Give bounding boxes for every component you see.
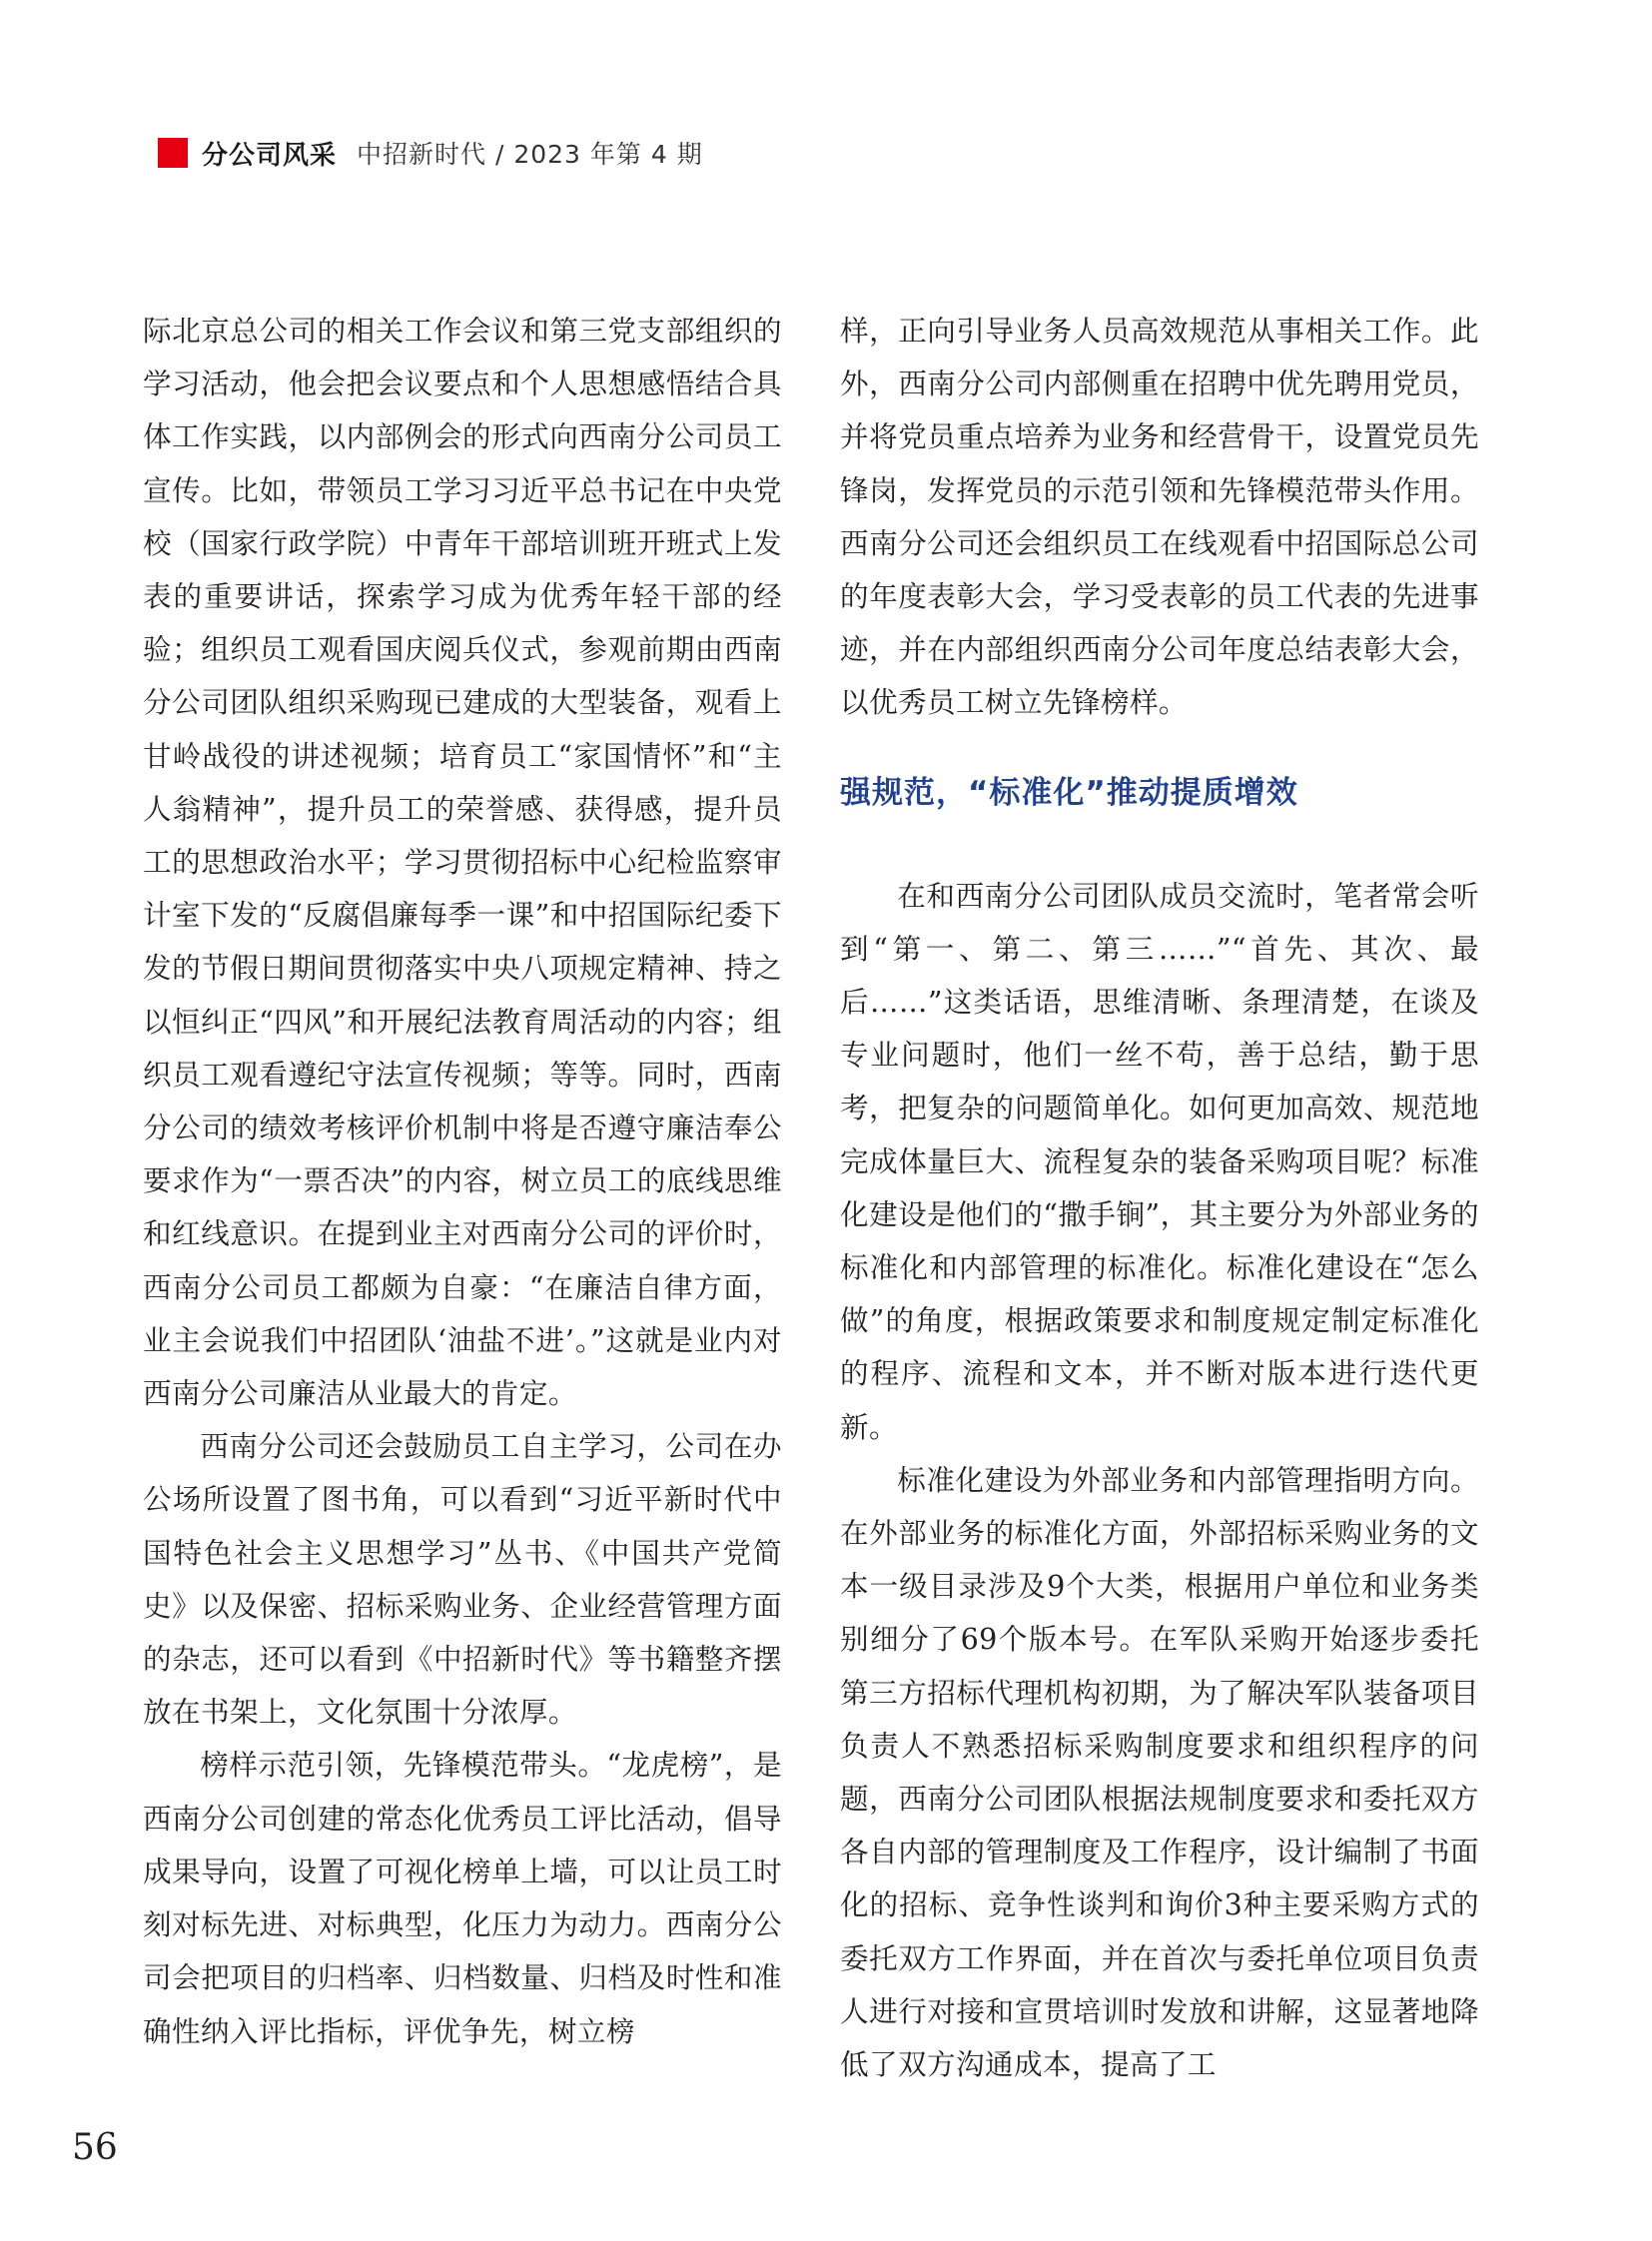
- paragraph: 在和西南分公司团队成员交流时，笔者常会听到“第一、第二、第三……”“首先、其次、最后……”这类话语，思维清晰、条理清楚，在谈及专业问题时，他们一丝不苟，善于总结，勤于思考，把复杂的问题简单化。如何更加高效、规范地完成体量巨大、流程复杂的装备采购项目呢？标准化建设是他们的“撒手锏”，其主要分为外部业务的标准化和内部管理的标准化。标准化建设在“怎么做”的角度，根据政策要求和制度规定制定标准化的程序、流程和文本，并不断对版本进行迭代更新。: [840, 878, 1479, 1444]
- paragraph: 西南分公司还会鼓励员工自主学习，公司在办公场所设置了图书角，可以看到“习近平新时代中国特色社会主义思想学习”丛书、《中国共产党简史》以及保密、招标采购业务、企业经营管理方面的杂志，还可以看到《中招新时代》等书籍整齐摆放在书架上，文化氛围十分浓厚。: [143, 1429, 782, 1730]
- paragraph: 榜样示范引领，先锋模范带头。“龙虎榜”，是西南分公司创建的常态化优秀员工评比活动，倡导成果导向，设置了可视化榜单上墙，可以让员工时刻对标先进、对标典型，化压力为动力。西南分公司会把项目的归档率、归档数量、归档及时性和准确性纳入评比指标，评优争先，树立榜: [143, 1748, 782, 2048]
- right-column: [840, 305, 1479, 2091]
- section-marker-square: [158, 138, 188, 168]
- left-column: [143, 305, 782, 2058]
- paragraph: 际北京总公司的相关工作会议和第三党支部组织的学习活动，他会把会议要点和个人思想感悟结合具体工作实践，以内部例会的形式向西南分公司员工宣传。比如，带领员工学习习近平总书记在中央党校（国家行政学院）中青年干部培训班开班式上发表的重要讲话，探索学习成为优秀年轻干部的经验；组织员工观看国庆阅兵仪式，参观前期由西南分公司团队组织采购现已建成的大型装备，观看上甘岭战役的讲述视频；培育员工“家国情怀”和“主人翁精神”，提升员工的荣誉感、获得感，提升员工的思想政治水平；学习贯彻招标中心纪检监察审计室下发的“反腐倡廉每季一课”和中招国际纪委下发的节假日期间贯彻落实中央八项规定精神、持之以恒纠正“四风”和开展纪法教育周活动的内容；组织员工观看遵纪守法宣传视频；等等。同时，西南分公司的绩效考核评价机制中将是否遵守廉洁奉公要求作为“一票否决”的内容，树立员工的底线思维和红线意识。在提到业主对西南分公司的评价时，西南分公司员工都颇为自豪：“在廉洁自律方面，业主会说我们中招团队‘油盐不进’。”这就是业内对西南分公司廉洁从业最大的肯定。: [143, 314, 782, 1411]
- page-number: 56: [72, 2127, 118, 2168]
- section-heading: 强规范，“标准化”推动提质增效: [840, 774, 1298, 811]
- running-header: [158, 136, 703, 170]
- paragraph: 样，正向引导业务人员高效规范从事相关工作。此外，西南分公司内部侧重在招聘中优先聘用党员，并将党员重点培养为业务和经营骨干，设置党员先锋岗，发挥党员的示范引领和先锋模范带头作用。西南分公司还会组织员工在线观看中招国际总公司的年度表彰大会，学习受表彰的员工代表的先进事迹，并在内部组织西南分公司年度总结表彰大会，以优秀员工树立先锋榜样。: [840, 314, 1479, 720]
- paragraph: 标准化建设为外部业务和内部管理指明方向。在外部业务的标准化方面，外部招标采购业务的文本一级目录涉及9个大类，根据用户单位和业务类别细分了69个版本号。在军队采购开始逐步委托第三方招标代理机构初期，为了解决军队装备项目负责人不熟悉招标采购制度要求和组织程序的问题，西南分公司团队根据法规制度要求和委托双方各自内部的管理制度及工作程序，设计编制了书面化的招标、竞争性谈判和询价3种主要采购方式的委托双方工作界面，并在首次与委托单位项目负责人进行对接和宣贯培训时发放和讲解，这显著地降低了双方沟通成本，提高了工: [840, 1462, 1479, 2082]
- issue-label: 中招新时代 / 2023 年第 4 期: [357, 140, 703, 169]
- section-title: 分公司风采: [202, 140, 338, 171]
